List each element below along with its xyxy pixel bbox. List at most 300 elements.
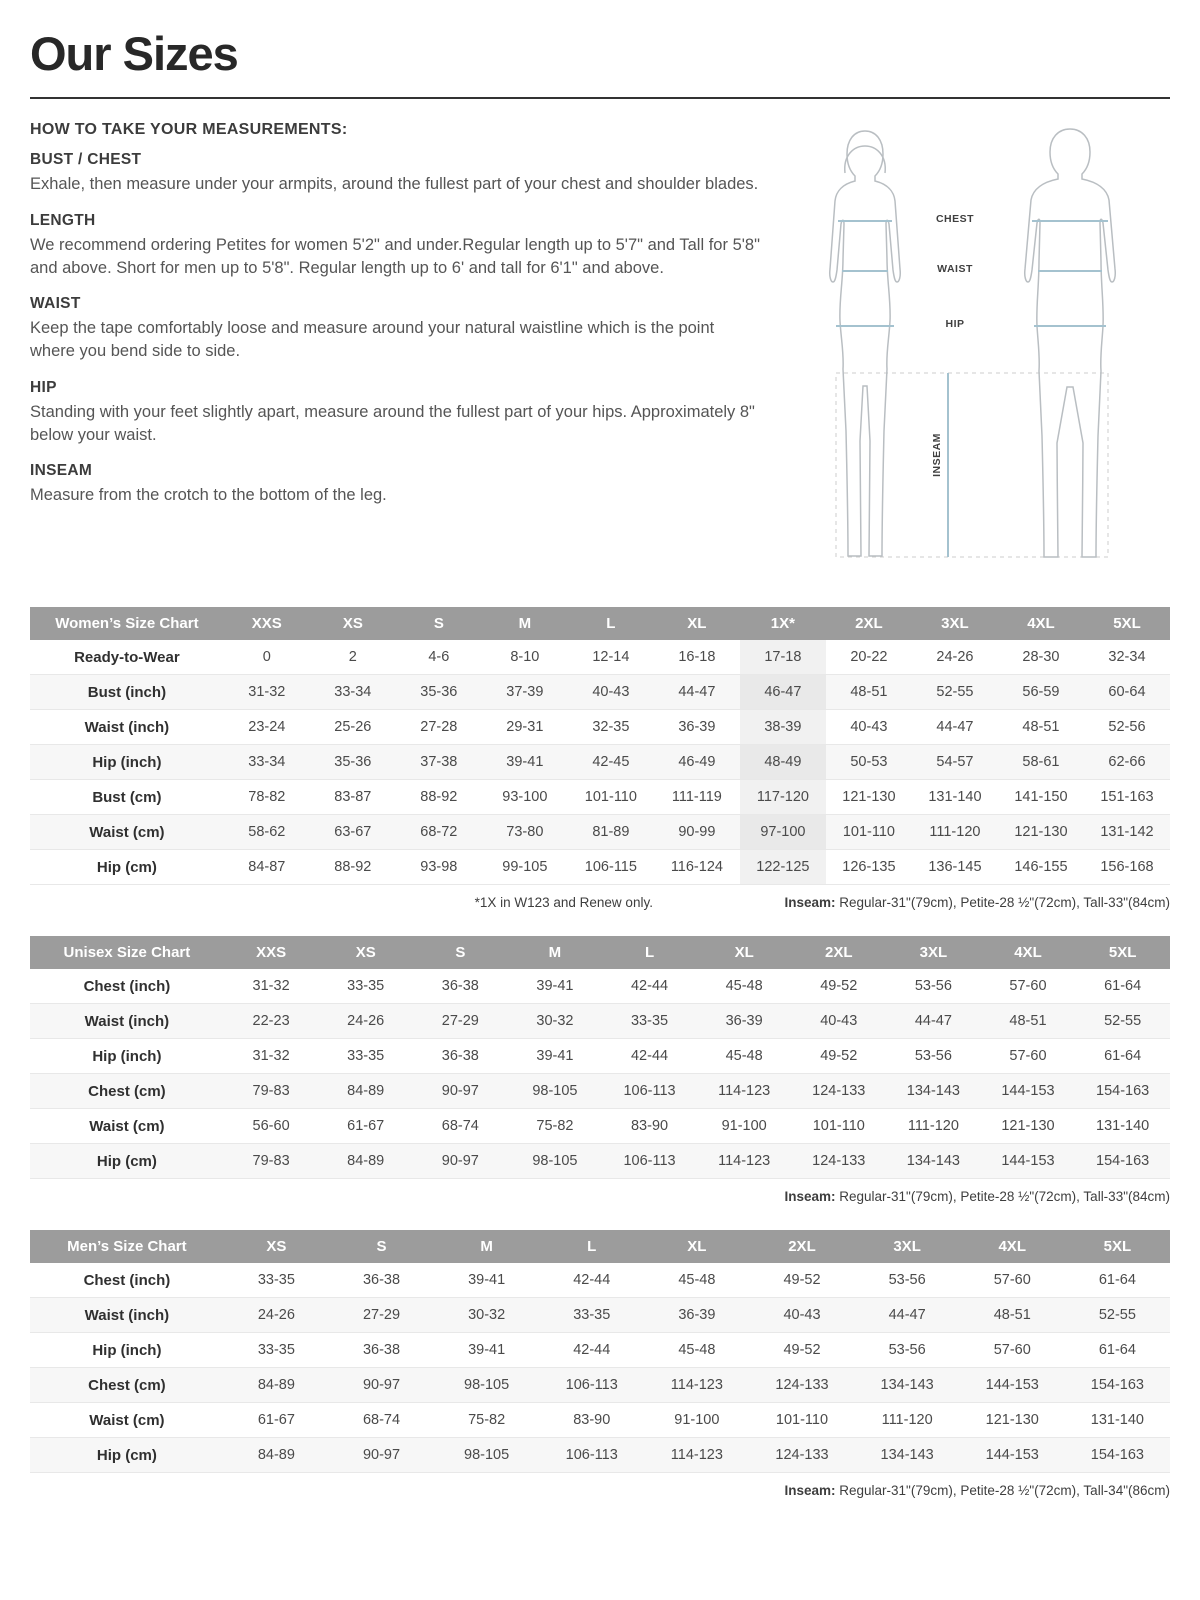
size-cell: 101-110 [584,789,637,805]
table-title: Unisex Size Chart [30,936,224,969]
size-cell: 48-49 [740,745,826,780]
column-header: XL [654,607,740,640]
size-cell: 17-18 [740,640,826,675]
table-row [30,1144,1170,1179]
size-cell: 134-143 [880,1447,934,1463]
size-cell: 134-143 [880,1377,934,1393]
size-cell: 84-87 [248,859,286,875]
size-cell: 61-67 [347,1118,385,1134]
size-cell: 83-87 [334,789,372,805]
footnote-inseam: Inseam: Regular-31"(79cm), Petite-28 ½"(72cm), Tall-33"(84cm) [784,1189,1170,1204]
section-title: WAIST [30,295,81,313]
size-cell: 90-97 [441,1153,479,1169]
size-cell: 31-32 [252,1048,290,1064]
size-cell: 46-47 [740,675,826,710]
size-cell: 33-34 [334,684,372,700]
size-cell: 106-113 [565,1377,618,1393]
size-cell: 22-23 [252,1013,290,1029]
size-cell: 98-105 [464,1377,510,1393]
size-cell: 24-26 [936,649,974,665]
size-cell: 31-32 [248,684,286,700]
size-cell: 24-26 [347,1013,385,1029]
row-label: Waist (inch) [84,718,170,736]
column-header: XL [697,936,792,969]
size-cell: 42-44 [630,1048,669,1064]
size-cell: 106-113 [623,1083,676,1099]
column-header: L [568,607,654,640]
how-to-heading: HOW TO TAKE YOUR MEASUREMENTS: [30,121,348,138]
column-header: S [329,1230,434,1263]
size-cell: 49-52 [820,978,858,994]
size-cell: 75-82 [468,1412,506,1428]
size-cell: 53-56 [914,978,952,994]
column-header: 2XL [749,1230,854,1263]
table-row [30,1109,1170,1144]
row-label: Ready-to-Wear [74,648,180,666]
size-cell: 33-35 [257,1342,295,1358]
size-cell: 62-66 [1108,754,1146,770]
size-cell: 27-29 [362,1307,401,1323]
size-cell: 111-120 [929,824,981,840]
column-header: 5XL [1084,607,1170,640]
column-header: L [602,936,697,969]
size-cell: 101-110 [842,824,895,840]
size-cell: 131-140 [1096,1118,1150,1134]
size-cell: 39-41 [536,978,574,994]
column-header: 1X* [740,607,826,640]
table-row [30,1438,1170,1473]
size-cell: 68-74 [441,1118,479,1134]
row-label: Waist (cm) [89,1411,165,1429]
size-cell: 101-110 [812,1118,865,1134]
column-header: 2XL [791,936,886,969]
size-cell: 30-32 [468,1307,506,1323]
size-cell: 45-48 [725,1048,763,1064]
column-header: XXS [224,936,319,969]
size-cell: 131-140 [1090,1412,1144,1428]
mens-size-chart [30,1230,1170,1473]
row-label: Hip (cm) [96,1446,157,1464]
size-cell: 36-39 [725,1013,763,1029]
column-header: 4XL [960,1230,1065,1263]
size-cell: 8-10 [510,649,540,665]
size-cell: 101-110 [775,1412,829,1428]
size-cell: 78-82 [248,789,286,805]
size-cell: 33-35 [630,1013,669,1029]
size-cell: 121-130 [1001,1118,1055,1134]
size-cell: 84-89 [257,1377,295,1393]
size-cell: 49-52 [820,1048,858,1064]
column-header: S [396,607,482,640]
size-cell: 121-130 [842,789,896,805]
size-cell: 116-124 [670,859,723,875]
table-row [30,1333,1170,1368]
row-label: Hip (inch) [92,1341,162,1359]
size-cell: 144-153 [1001,1153,1055,1169]
size-cell: 2 [348,649,357,665]
column-header: 3XL [886,936,981,969]
column-header: XXS [224,607,310,640]
row-label: Waist (cm) [89,1117,165,1135]
size-cell: 134-143 [906,1153,960,1169]
section-title: HIP [30,378,57,396]
section-length [30,212,776,280]
row-label: Hip (cm) [96,1152,157,1170]
size-cell: 39-41 [468,1342,506,1358]
size-cell: 33-34 [248,754,286,770]
size-cell: 27-28 [420,719,458,735]
size-cell: 53-56 [888,1342,926,1358]
row-label: Chest (cm) [88,1082,166,1100]
table-row [30,780,1170,815]
footnote-asterisk: *1X in W123 and Renew only. [474,895,653,910]
size-cell: 156-168 [1100,859,1154,875]
size-cell: 63-67 [334,824,372,840]
size-cell: 36-38 [441,1048,479,1064]
section-text: We recommend ordering Petites for women 5'2" and under.Regular length up to 5'7" and Tall for 5'8" and above. Short for men up to 5'8". Regular length up to 6' and tall for 6'1" and above. [30,235,760,277]
table-row [30,1039,1170,1074]
female-figure-outline [830,131,901,556]
size-cell: 56-59 [1022,684,1060,700]
size-cell: 52-55 [1098,1307,1136,1323]
size-cell: 114-123 [670,1377,723,1393]
row-label: Waist (inch) [84,1306,170,1324]
column-header: XL [644,1230,749,1263]
size-cell: 61-64 [1098,1342,1136,1358]
size-cell: 12-14 [592,649,630,665]
size-cell: 122-125 [740,850,826,885]
size-cell: 39-41 [468,1272,506,1288]
row-label: Chest (inch) [83,977,171,995]
size-cell: 61-67 [257,1412,295,1428]
size-cell: 57-60 [993,1342,1031,1358]
size-cell: 44-47 [914,1013,952,1029]
size-cell: 53-56 [888,1272,926,1288]
table-row [30,850,1170,885]
row-label: Hip (inch) [92,1047,162,1065]
column-header: 4XL [998,607,1084,640]
size-cell: 45-48 [678,1272,716,1288]
size-cell: 44-47 [888,1307,926,1323]
table-row [30,1298,1170,1333]
chest-label: CHEST [935,213,975,225]
size-cell: 81-89 [592,824,630,840]
footnote-inseam: Inseam: Regular-31"(79cm), Petite-28 ½"(72cm), Tall-34"(86cm) [784,1483,1170,1498]
size-cell: 16-18 [678,649,716,665]
size-cell: 23-24 [248,719,286,735]
size-cell: 68-74 [362,1412,401,1428]
size-cell: 91-100 [674,1412,720,1428]
inseam-label: INSEAM [931,433,943,477]
size-cell: 29-31 [506,719,544,735]
column-header: XS [224,1230,329,1263]
size-cell: 32-34 [1108,649,1146,665]
column-header: 5XL [1075,936,1170,969]
size-cell: 151-163 [1100,789,1154,805]
size-cell: 84-89 [347,1153,385,1169]
size-cell: 88-92 [420,789,458,805]
table-footnotes [30,1189,1170,1204]
size-cell: 111-120 [907,1118,959,1134]
table-row [30,815,1170,850]
section-text: Standing with your feet slightly apart, measure around the fullest part of your hips. Approximately 8" below your waist. [30,402,755,444]
size-cell: 99-105 [502,859,548,875]
size-cell: 20-22 [850,649,888,665]
measurement-diagram [790,121,1170,581]
size-cell: 52-55 [1104,1013,1142,1029]
size-cell: 90-99 [678,824,716,840]
size-cell: 117-120 [740,780,826,815]
size-cell: 61-64 [1104,978,1142,994]
size-cell: 121-130 [985,1412,1039,1428]
size-cell: 58-61 [1022,754,1060,770]
size-cell: 25-26 [334,719,372,735]
row-label: Hip (cm) [96,858,157,876]
table-row [30,1004,1170,1039]
size-cell: 58-62 [248,824,286,840]
size-cell: 32-35 [592,719,630,735]
section-title: BUST / CHEST [30,151,142,168]
size-cell: 75-82 [536,1118,574,1134]
size-cell: 73-80 [506,824,544,840]
size-cell: 28-30 [1022,649,1060,665]
section-title: INSEAM [30,462,93,480]
size-cell: 30-32 [536,1013,574,1029]
table-title: Men’s Size Chart [30,1230,224,1263]
size-cell: 154-163 [1096,1153,1150,1169]
size-cell: 154-163 [1096,1083,1150,1099]
row-label: Waist (cm) [89,823,165,841]
size-cell: 40-43 [820,1013,858,1029]
footnote-inseam: Inseam: Regular-31"(79cm), Petite-28 ½"(72cm), Tall-33"(84cm) [784,895,1170,910]
row-label: Hip (inch) [92,753,162,771]
size-cell: 60-64 [1108,684,1146,700]
table-row [30,675,1170,710]
size-cell: 90-97 [441,1083,479,1099]
table-row [30,1368,1170,1403]
size-cell: 33-35 [347,978,385,994]
size-cell: 154-163 [1090,1377,1144,1393]
size-cell: 136-145 [928,859,982,875]
size-cell: 91-100 [721,1118,767,1134]
size-cell: 79-83 [252,1083,290,1099]
column-header: XS [318,936,413,969]
size-cell: 131-140 [928,789,982,805]
size-cell: 134-143 [906,1083,960,1099]
size-cell: 131-142 [1100,824,1154,840]
size-cell: 114-123 [718,1083,771,1099]
size-cell: 84-89 [257,1447,295,1463]
size-cell: 83-90 [630,1118,669,1134]
size-cell: 48-51 [850,684,888,700]
size-cell: 35-36 [334,754,372,770]
size-cell: 40-43 [850,719,888,735]
top-section [30,121,1170,581]
size-cell: 57-60 [993,1272,1031,1288]
size-cell: 49-52 [783,1342,821,1358]
size-cell: 98-105 [532,1153,578,1169]
page-title: Our Sizes [30,27,238,80]
mens-size-chart-section [30,1230,1170,1498]
size-cell: 93-98 [420,859,458,875]
table-row [30,1074,1170,1109]
size-cell: 54-57 [936,754,974,770]
size-cell: 106-113 [565,1447,618,1463]
size-cell: 146-155 [1014,859,1068,875]
size-cell: 124-133 [812,1083,866,1099]
row-label: Bust (inch) [87,683,167,701]
size-cell: 114-123 [718,1153,771,1169]
column-header: 3XL [912,607,998,640]
size-cell: 141-150 [1014,789,1068,805]
womens-size-chart-section [30,607,1170,910]
size-cell: 36-39 [678,719,716,735]
size-cell: 124-133 [812,1153,866,1169]
size-cell: 90-97 [362,1377,401,1393]
column-header: 5XL [1065,1230,1170,1263]
size-cell: 48-51 [1009,1013,1047,1029]
size-cell: 40-43 [592,684,630,700]
size-cell: 52-55 [936,684,974,700]
size-cell: 57-60 [1009,978,1047,994]
section-text: Exhale, then measure under your armpits, around the fullest part of your chest and shoulder blades. [30,175,759,193]
size-cell: 61-64 [1104,1048,1142,1064]
size-cell: 36-38 [362,1342,401,1358]
section-title: LENGTH [30,211,96,229]
size-cell: 121-130 [1014,824,1068,840]
row-label: Bust (cm) [92,788,162,806]
waist-label: WAIST [937,263,973,275]
size-cell: 44-47 [678,684,716,700]
column-header: XS [310,607,396,640]
size-cell: 111-119 [671,789,722,805]
size-cell: 98-105 [532,1083,578,1099]
column-header: S [413,936,508,969]
size-cell: 84-89 [347,1083,385,1099]
column-header: L [539,1230,644,1263]
size-cell: 144-153 [985,1377,1039,1393]
column-header: 4XL [981,936,1076,969]
table-row [30,640,1170,675]
measurement-instructions [30,121,790,581]
size-cell: 52-56 [1108,719,1146,735]
section-bust-chest [30,151,776,196]
row-label: Waist (inch) [84,1012,170,1030]
size-cell: 61-64 [1098,1272,1136,1288]
size-cell: 111-120 [881,1412,933,1428]
size-cell: 35-36 [420,684,458,700]
size-cell: 40-43 [783,1307,821,1323]
size-cell: 31-32 [252,978,290,994]
row-label: Chest (cm) [88,1376,166,1394]
section-hip [30,379,776,447]
size-cell: 0 [262,649,271,665]
size-cell: 37-38 [420,754,458,770]
column-header: 2XL [826,607,912,640]
section-waist [30,295,776,363]
size-cell: 48-51 [993,1307,1031,1323]
table-row [30,969,1170,1004]
size-cell: 44-47 [936,719,974,735]
table-row [30,745,1170,780]
size-cell: 106-113 [623,1153,676,1169]
section-text: Measure from the crotch to the bottom of the leg. [30,486,387,505]
table-footnotes [30,895,1170,910]
size-cell: 39-41 [536,1048,574,1064]
column-header: 3XL [855,1230,960,1263]
size-cell: 106-115 [584,859,637,875]
size-cell: 124-133 [775,1447,829,1463]
size-cell: 79-83 [252,1153,290,1169]
size-cell: 88-92 [334,859,372,875]
size-cell: 98-105 [464,1447,510,1463]
size-cell: 114-123 [670,1447,723,1463]
size-cell: 97-100 [740,815,826,850]
column-header: M [508,936,603,969]
table-row [30,710,1170,745]
size-cell: 48-51 [1022,719,1060,735]
size-cell: 56-60 [252,1118,290,1134]
size-cell: 126-135 [842,859,896,875]
table-row [30,1403,1170,1438]
size-cell: 24-26 [257,1307,295,1323]
table-footnotes [30,1483,1170,1498]
male-figure-outline [1025,129,1116,557]
size-cell: 33-35 [573,1307,611,1323]
size-cell: 90-97 [362,1447,401,1463]
size-cell: 36-39 [678,1307,716,1323]
section-text: Keep the tape comfortably loose and measure around your natural waistline which is the point where you bend side to side. [30,319,715,361]
size-cell: 33-35 [347,1048,385,1064]
size-cell: 38-39 [740,710,826,745]
body-figures-illustration [790,121,1170,581]
size-cell: 144-153 [1001,1083,1055,1099]
size-cell: 53-56 [914,1048,952,1064]
size-cell: 154-163 [1090,1447,1144,1463]
size-cell: 45-48 [725,978,763,994]
size-cell: 36-38 [441,978,479,994]
size-cell: 93-100 [502,789,548,805]
size-cell: 144-153 [985,1447,1039,1463]
size-cell: 46-49 [678,754,716,770]
title-divider [30,97,1170,99]
size-cell: 124-133 [775,1377,829,1393]
size-cell: 45-48 [678,1342,716,1358]
row-label: Chest (inch) [83,1271,171,1289]
column-header: M [482,607,568,640]
unisex-size-chart [30,936,1170,1179]
size-cell: 36-38 [362,1272,401,1288]
section-inseam [30,462,776,507]
guide-box [836,373,1108,557]
table-row [30,1263,1170,1298]
table-title: Women’s Size Chart [30,607,224,640]
size-cell: 83-90 [573,1412,611,1428]
size-cell: 68-72 [420,824,458,840]
size-cell: 39-41 [506,754,544,770]
size-cell: 42-44 [573,1342,611,1358]
size-cell: 50-53 [850,754,888,770]
size-cell: 37-39 [506,684,544,700]
size-cell: 57-60 [1009,1048,1047,1064]
column-header: M [434,1230,539,1263]
size-cell: 42-44 [630,978,669,994]
size-cell: 27-29 [441,1013,479,1029]
unisex-size-chart-section [30,936,1170,1204]
size-cell: 42-44 [573,1272,611,1288]
womens-size-chart [30,607,1170,885]
size-cell: 4-6 [428,649,450,665]
